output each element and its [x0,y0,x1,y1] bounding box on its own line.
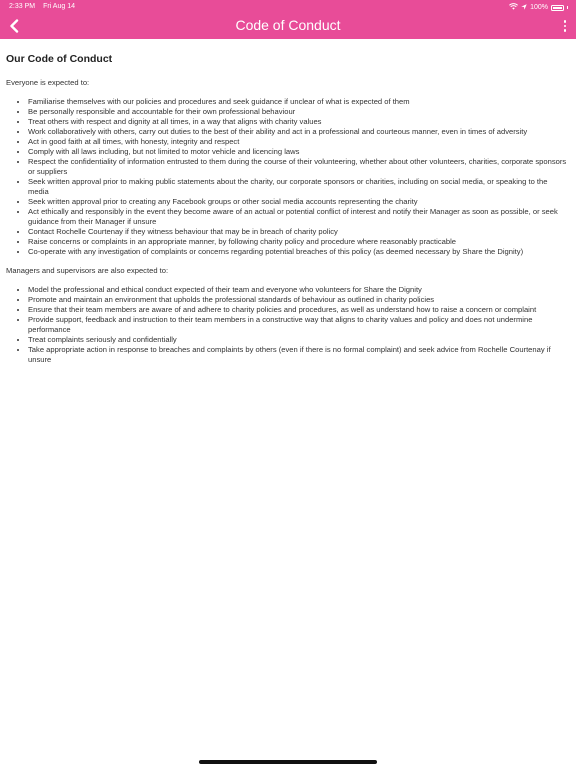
list-item: • Provide support, feedback and instruction to their team members in a constructive way that aligns to charity values and policy and does not undermine performance [28,315,570,335]
home-indicator[interactable] [199,760,377,764]
list-item: • Seek written approval prior to creating any Facebook groups or other social media accounts representing the charity [28,197,570,207]
list-item: • Co-operate with any investigation of complaints or concerns regarding potential breaches of this policy (as deemed necessary by Share the Dignity) [28,247,570,257]
list-item: • Familiarise themselves with our policies and procedures and seek guidance if unclear of what is expected of them [28,97,570,107]
more-dot [564,29,567,32]
navigation-bar [0,14,576,39]
battery-percent: 100% [530,4,548,11]
battery-full-icon [551,5,564,11]
battery-tip [567,6,568,9]
list-item: • Take appropriate action in response to breaches and complaints by others (even if there is no formal complaint) and seek advice from Rochelle Courtenay if unsure [28,345,570,365]
list-item: • Be personally responsible and accountable for their own professional behaviour [28,107,570,117]
status-time: 2:33 PM [9,3,36,10]
list-item: • Raise concerns or complaints in an appropriate manner, by following charity policy and procedure where reasonably practicable [28,237,570,247]
list-item: • Promote and maintain an environment that upholds the professional standards of behaviour as outlined in charity policies [28,295,570,305]
everyone-intro: Everyone is expected to: [6,78,90,87]
list-item: • Work collaboratively with others, carry out duties to the best of their ability and act in a professional and courteous manner, even in times of adversity [28,127,570,137]
managers-list [6,285,570,365]
managers-intro: Managers and supervisors are also expected to: [6,266,169,275]
status-indicators [509,3,568,12]
more-vertical-icon [564,20,567,23]
list-item: • Model the professional and ethical conduct expected of their team and everyone who volunteers for Share the Dignity [28,285,570,295]
location-arrow-icon [521,4,527,12]
list-item: • Comply with all laws including, but not limited to motor vehicle and licencing laws [28,147,570,157]
more-dot [564,25,567,28]
status-bar [0,0,576,14]
section-heading: Our Code of Conduct [6,53,113,65]
wifi-icon [509,3,518,12]
list-item: • Respect the confidentiality of information entrusted to them during the course of their volunteering, whether about other volunteers, charities, corporate sponsors or suppliers [28,157,570,177]
list-item: • Seek written approval prior to making public statements about the charity, our corporate sponsors or charities, including on social media, or speaking to the media [28,177,570,197]
list-item: • Ensure that their team members are aware of and adhere to charity policies and procedures, as well as understand how to raise a concern or complaint [28,305,570,315]
list-item: • Act ethically and responsibly in the event they become aware of an actual or potential conflict of interest and notify their Manager as soon as possible, or seek guidance from their Manager if unsure [28,207,570,227]
status-time-date [9,3,83,10]
status-date: Fri Aug 14 [43,3,75,10]
everyone-list [6,97,570,257]
list-item: • Act in good faith at all times, with honesty, integrity and respect [28,137,570,147]
list-item: • Treat complaints seriously and confidentially [28,335,570,345]
code-of-conduct-content [6,50,570,374]
more-options-button[interactable] [560,17,570,35]
list-item: • Treat others with respect and dignity at all times, in a way that aligns with charity values [28,117,570,127]
page-title: Code of Conduct [235,17,341,33]
list-item: • Contact Rochelle Courtenay if they witness behaviour that may be in breach of charity policy [28,227,570,237]
